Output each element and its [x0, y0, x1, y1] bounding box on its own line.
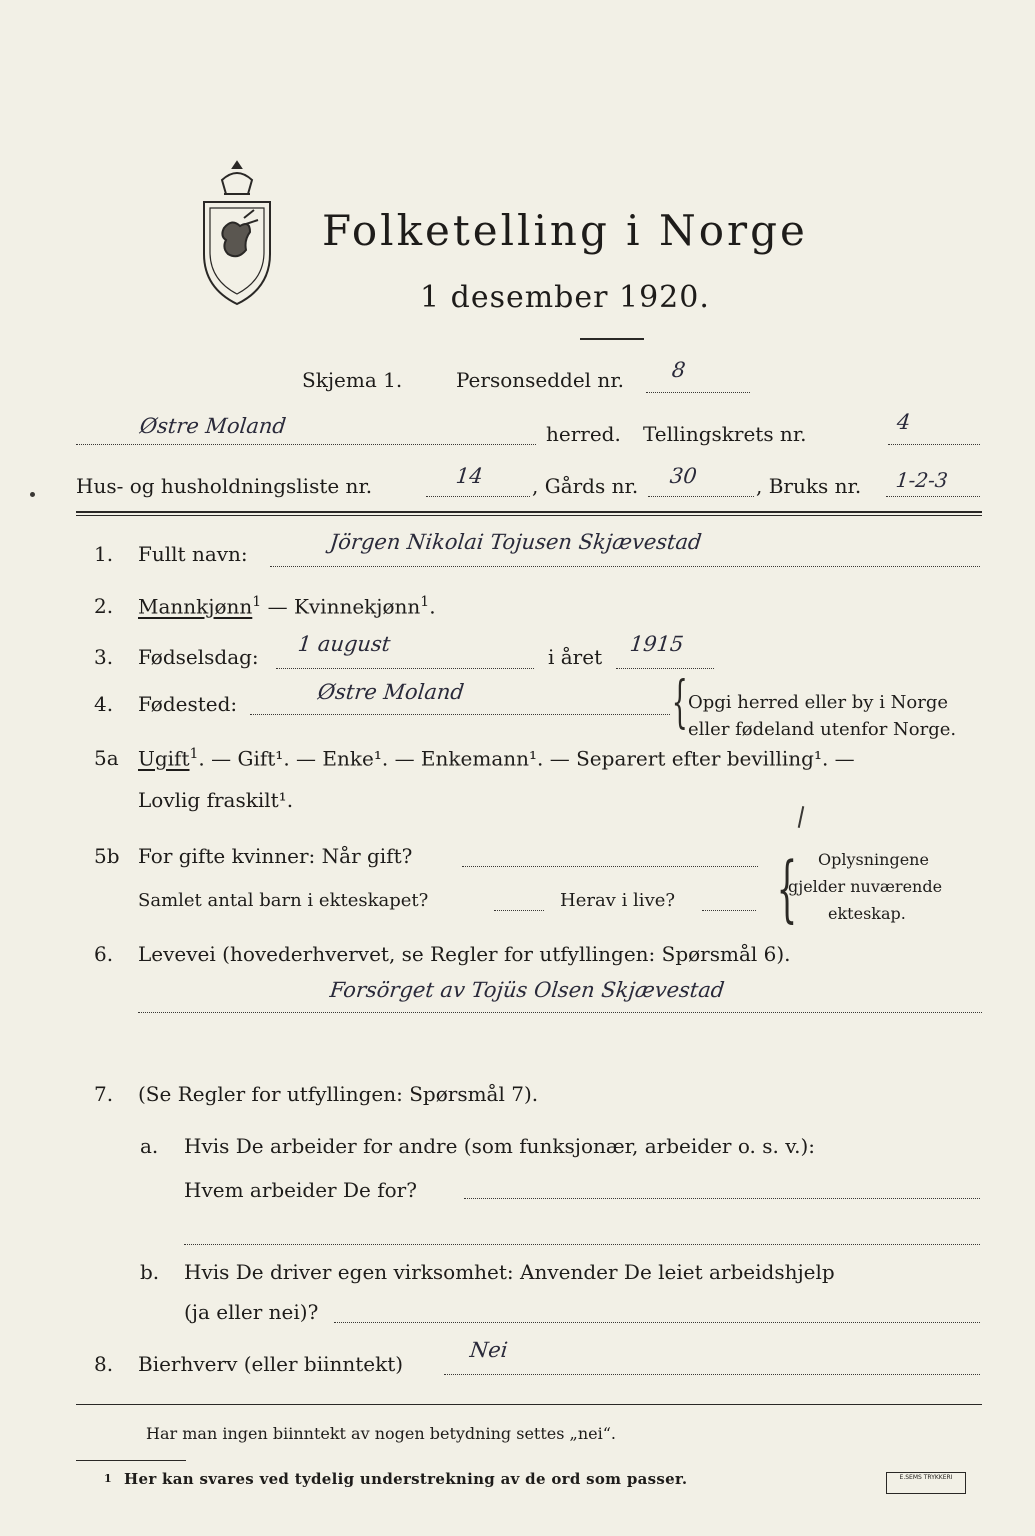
bruks-label: , Bruks nr. [756, 474, 862, 498]
q2-options: Mannkjønn$^1$ — Kvinnekjønn$^1$. [138, 594, 436, 619]
footnote-number: 1 [104, 1472, 112, 1485]
gards-line [648, 496, 754, 497]
q1-label: Fullt navn: [138, 542, 248, 566]
hus-value[interactable]: 14 [454, 464, 484, 488]
bruks-value[interactable]: 1-2-3 [894, 468, 949, 492]
q8-label: Bierhverv (eller biinntekt) [138, 1352, 404, 1376]
q7b-line [334, 1322, 980, 1323]
section-rule-bottom [76, 515, 982, 516]
q7b-label2: (ja eller nei)? [184, 1300, 319, 1324]
q3-year[interactable]: 1915 [628, 632, 685, 656]
q5b-note-2: gjelder nuværende [788, 877, 943, 896]
q5b-children-line [494, 910, 544, 911]
form-title: Folketelling i Norge [322, 206, 808, 255]
q5b-note-3: ekteskap. [828, 904, 906, 923]
q6-number: 6. [94, 942, 114, 966]
hus-line [426, 496, 530, 497]
footnote-text: Her kan svares ved tydelig understrekning av de ord som passer. [124, 1470, 688, 1488]
q3-birthday[interactable]: 1 august [296, 632, 392, 656]
q5b-note-1: Oplysningene [818, 850, 929, 869]
q1-number: 1. [94, 542, 114, 566]
q7b-number: b. [140, 1260, 160, 1284]
q3-date-line [276, 668, 534, 669]
q5b-alive-label: Herav i live? [560, 890, 676, 911]
personseddel-label: Personseddel nr. [456, 368, 625, 392]
q4-number: 4. [94, 692, 114, 716]
q7a-label: Hvis De arbeider for andre (som funksjonær, arbeider o. s. v.): [184, 1134, 816, 1158]
tellingskrets-label: Tellingskrets nr. [643, 422, 807, 446]
q8-number: 8. [94, 1352, 114, 1376]
tellingskrets-line [888, 444, 980, 445]
q3-number: 3. [94, 645, 114, 669]
title-divider [580, 338, 644, 340]
q4-line [250, 714, 670, 715]
q7-number: 7. [94, 1082, 114, 1106]
bleed-through [400, 100, 405, 119]
q7b-label: Hvis De driver egen virksomhet: Anvender De leiet arbeidshjelp [184, 1260, 835, 1284]
q5b-children-label: Samlet antal barn i ekteskapet? [138, 890, 429, 911]
q3-label: Fødselsdag: [138, 645, 259, 669]
q5a-line2: Lovlig fraskilt¹. [138, 788, 294, 812]
section-rule-top [76, 511, 982, 513]
personseddel-value[interactable]: 8 [670, 358, 687, 382]
q5b-number: 5b [94, 844, 120, 868]
q5b-married-line [462, 866, 758, 867]
q7a-line2 [184, 1244, 980, 1245]
herred-label: herred. [546, 422, 621, 446]
q1-full-name[interactable]: Jörgen Nikolai Tojusen Skjævestad [328, 530, 703, 554]
footer-rule [76, 1404, 982, 1405]
q5b-brace: { [776, 846, 798, 930]
q3-year-line [616, 668, 714, 669]
gards-value[interactable]: 30 [668, 464, 698, 488]
coat-of-arms-icon [194, 158, 280, 308]
q1-line [270, 566, 980, 567]
q7-label: (Se Regler for utfyllingen: Spørsmål 7). [138, 1082, 539, 1106]
q5a-options: Ugift$^1$. — Gift¹. — Enke¹. — Enkemann¹. — Separert efter bevilling¹. — [138, 746, 855, 771]
printer-stamp: E.SEMS TRYKKERI [886, 1472, 966, 1494]
herred-line [76, 444, 536, 445]
q3-year-label: i året [548, 645, 603, 669]
herred-value[interactable]: Østre Moland [138, 414, 288, 438]
q8-side-income[interactable]: Nei [468, 1338, 509, 1362]
q5a-ugift-option[interactable]: Ugift [138, 746, 190, 771]
q7a-line [464, 1198, 980, 1199]
hus-label: Hus- og husholdningsliste nr. [76, 474, 373, 498]
q8-line [444, 1374, 980, 1375]
q2-male-option[interactable]: Mannkjønn [138, 594, 253, 619]
tellingskrets-value[interactable]: 4 [895, 410, 912, 434]
q6-label: Levevei (hovederhvervet, se Regler for utfyllingen: Spørsmål 6). [138, 942, 791, 966]
stray-mark [798, 806, 805, 828]
q4-note-1: Opgi herred eller by i Norge [688, 692, 949, 713]
skjema-label: Skjema 1. [302, 368, 403, 392]
q4-birthplace[interactable]: Østre Moland [316, 680, 466, 704]
form-date: 1 desember 1920. [420, 280, 710, 315]
q7a-label2: Hvem arbeider De for? [184, 1178, 417, 1202]
footnote-rule [76, 1460, 186, 1461]
personseddel-line [646, 392, 750, 393]
q5b-alive-line [702, 910, 756, 911]
q4-brace: { [671, 670, 688, 735]
q7a-number: a. [140, 1134, 159, 1158]
stray-dot [30, 492, 35, 497]
bruks-line [886, 496, 980, 497]
q4-note-2: eller fødeland utenfor Norge. [688, 719, 957, 740]
q5b-married-label: For gifte kvinner: Når gift? [138, 844, 413, 868]
q6-line [138, 1012, 982, 1013]
q5a-number: 5a [94, 746, 119, 770]
gards-label: , Gårds nr. [532, 474, 639, 498]
q2-number: 2. [94, 594, 114, 618]
q6-occupation[interactable]: Forsörget av Tojüs Olsen Skjævestad [328, 978, 726, 1002]
q2-female-option[interactable]: Kvinnekjønn [293, 594, 421, 619]
q4-label: Fødested: [138, 692, 238, 716]
footer-note: Har man ingen biinntekt av nogen betydning settes „nei“. [146, 1424, 616, 1443]
